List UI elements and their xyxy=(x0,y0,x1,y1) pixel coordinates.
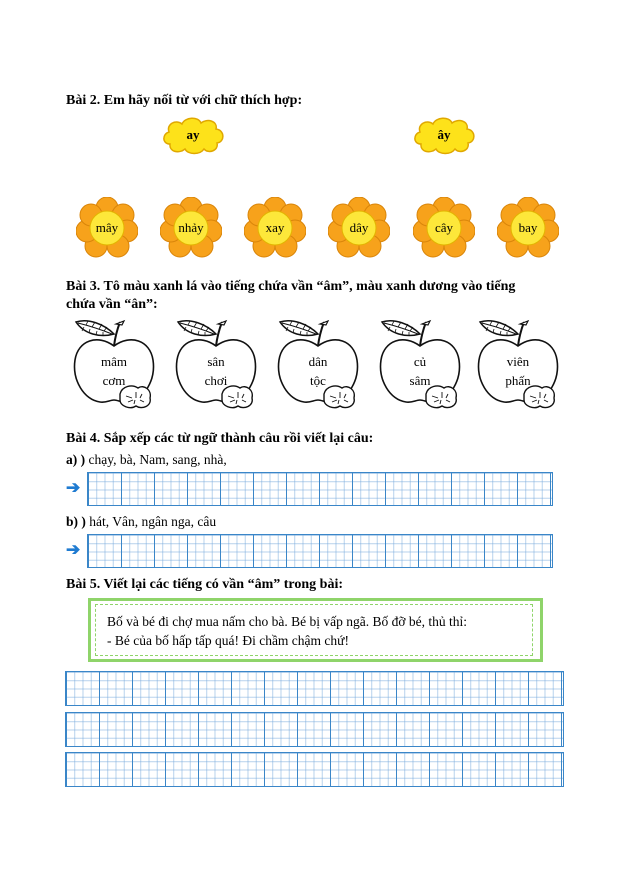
apple-word-1: mâm xyxy=(101,354,127,369)
bai2-title: Bài 2. Em hãy nối từ với chữ thích hợp: xyxy=(66,93,303,108)
bai4-title: Bài 4. Sắp xếp các từ ngữ thành câu rồi viết lại câu: xyxy=(66,431,374,446)
apple-word-2: sâm xyxy=(409,373,431,388)
bai3-title-line1: Bài 3. Tô màu xanh lá vào tiếng chứa vần “âm”, màu xanh dương vào tiếng xyxy=(66,279,516,294)
apple-word-1: củ xyxy=(413,354,427,369)
apple-word-2: tộc xyxy=(310,373,326,388)
cloud-ay[interactable] xyxy=(160,114,226,156)
passage-line-2: - Bé của bố hấp tấp quá! Đi chầm chậm chứ! xyxy=(107,633,349,648)
apple-word-1: viên xyxy=(506,354,530,369)
flower-label: cây xyxy=(434,220,454,235)
flower-xay[interactable] xyxy=(244,197,306,259)
flower-cay[interactable] xyxy=(413,197,475,259)
writing-grid-5-2[interactable] xyxy=(65,712,564,747)
apple-4[interactable] xyxy=(376,316,464,414)
bai4-a-row xyxy=(66,451,227,469)
bai4-b-row xyxy=(66,513,216,531)
flower-label: dây xyxy=(349,220,369,235)
apple-word-1: sân xyxy=(207,354,225,369)
flower-nhay[interactable] xyxy=(160,197,222,259)
apple-1[interactable] xyxy=(70,316,158,414)
bai4-b-words: hát, Vân, ngân nga, câu xyxy=(85,514,217,529)
bai5-title: Bài 5. Viết lại các tiếng có vần “âm” trong bài: xyxy=(66,577,343,592)
cloud-label: ây xyxy=(437,127,451,142)
apple-word-2: chơi xyxy=(204,373,228,388)
cloud-label: ay xyxy=(186,127,200,142)
flower-label: xay xyxy=(265,220,285,235)
writing-grid-5-1[interactable] xyxy=(65,671,564,706)
flower-day[interactable] xyxy=(328,197,390,259)
passage-line-1: Bố và bé đi chợ mua nấm cho bà. Bé bị vấp ngã. Bố đỡ bé, thủ thỉ: xyxy=(107,614,467,629)
apple-3[interactable] xyxy=(274,316,362,414)
bai4-a-label: a) ) xyxy=(66,452,86,467)
writing-grid-a[interactable] xyxy=(87,472,553,506)
writing-grid-b[interactable] xyxy=(87,534,553,568)
bai4-b-label: b) ) xyxy=(66,514,86,529)
flower-may[interactable] xyxy=(76,197,138,259)
bai3-title-line2: chứa vần “ân”: xyxy=(66,297,158,312)
apple-word-2: phấn xyxy=(505,373,531,388)
bai4-a-words: chạy, bà, Nam, sang, nhà, xyxy=(85,452,227,467)
writing-grid-5-3[interactable] xyxy=(65,752,564,787)
arrow-right-icon: ➔ xyxy=(66,478,81,497)
apple-word-2: cơm xyxy=(102,373,126,388)
apple-5[interactable] xyxy=(474,316,562,414)
flower-bay[interactable] xyxy=(497,197,559,259)
cloud-ay-hat[interactable] xyxy=(411,114,477,156)
flower-label: bay xyxy=(518,220,538,235)
apple-word-1: dân xyxy=(308,354,328,369)
apple-2[interactable] xyxy=(172,316,260,414)
arrow-right-icon: ➔ xyxy=(66,540,81,559)
flower-label: mây xyxy=(95,220,119,235)
flower-label: nhảy xyxy=(178,220,204,235)
